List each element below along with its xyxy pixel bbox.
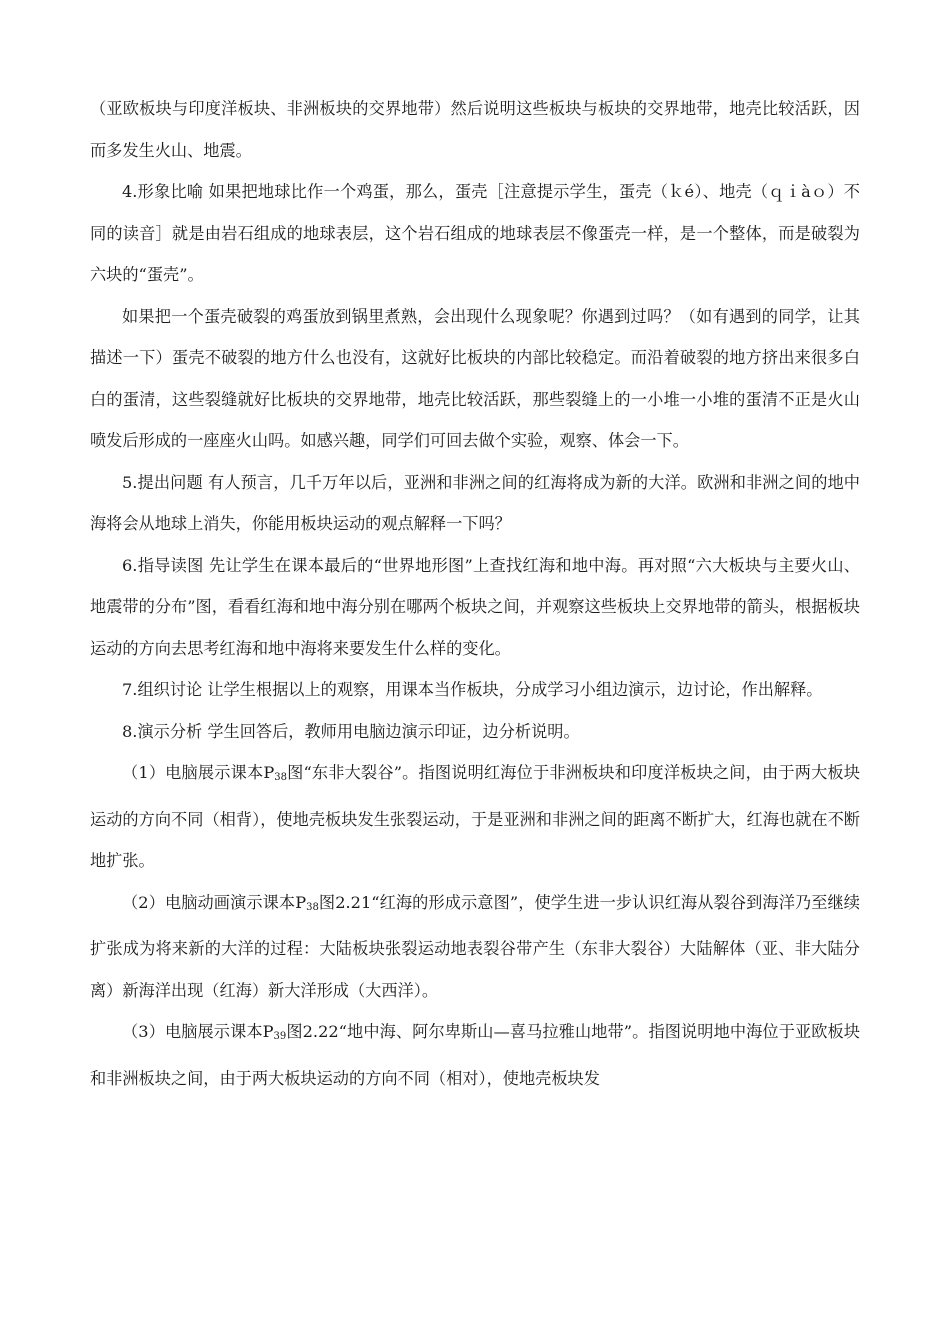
paragraph-text: 8.演示分析 学生回答后，教师用电脑边演示印证，边分析说明。 — [122, 721, 580, 741]
body-paragraph — [90, 1011, 860, 1099]
paragraph-text: （1）电脑展示课本P — [122, 763, 275, 782]
paragraph-text: 7.组织讨论 让学生根据以上的观察，用课本当作板块，分成学习小组边演示，边讨论，作出解释。 — [122, 680, 823, 699]
paragraph-text: 6.指导读图 先让学生在课本最后的“世界地形图”上查找红海和地中海。再对照“六大板块与主要火山、地震带的分布”图，看看红海和地中海分别在哪两个板块之间，并观察这些板块上交界地带的箭头，根据板块运动的方向去思考红海和地中海将来要发生什么样的变化。 — [90, 555, 860, 658]
page-number-subscript: 38 — [274, 772, 287, 783]
document-page — [90, 88, 860, 1099]
paragraph-text: （2）电脑动画演示课本P — [122, 892, 307, 912]
body-paragraph — [90, 882, 860, 1012]
paragraph-text: 如果把一个蛋壳破裂的鸡蛋放到锅里煮熟，会出现什么现象呢？你遇到过吗？（如有遇到的同学，让其描述一下）蛋壳不破裂的地方什么也没有，这就好比板块的内部比较稳定。而沿着破裂的地方挤出来很多白白的蛋清，这些裂缝就好比板块的交界地带，地壳比较活跃，那些裂缝上的一小堆一小堆的蛋清不正是火山喷发后形成的一座座火山吗。如感兴趣，同学们可回去做个实验，观察、体会一下。 — [90, 306, 860, 450]
body-paragraph — [90, 296, 860, 462]
paragraph-text: 图“东非大裂谷”。指图说明红海位于非洲板块和印度洋板块之间，由于两大板块运动的方向不同（相背），使地壳板块发生张裂运动，于是亚洲和非洲之间的距离不断扩大，红海也就在不断地扩张。 — [90, 763, 860, 870]
paragraph-text: 图2.21“红海的形成示意图”，使学生进一步认识红海从裂谷到海洋乃至继续扩张成为将来新的大洋的过程：大陆板块张裂运动地表裂谷带产生（东非大裂谷）大陆解体（亚、非大陆分离）新海洋出现（红海）新大洋形成（大西洋）。 — [90, 892, 860, 1000]
paragraph-text: （亚欧板块与印度洋板块、非洲板块的交界地带）然后说明这些板块与板块的交界地带，地壳比较活跃，因而多发生火山、地震。 — [90, 99, 860, 160]
body-paragraph — [90, 711, 860, 753]
body-paragraph — [90, 752, 860, 882]
page-number-subscript: 39 — [273, 1031, 287, 1042]
paragraph-text: 5.提出问题 有人预言，几千万年以后，亚洲和非洲之间的红海将成为新的大洋。欧洲和非洲之间的地中海将会从地球上消失，你能用板块运动的观点解释一下吗？ — [90, 472, 860, 533]
paragraph-text: 图2.22“地中海、阿尔卑斯山—喜马拉雅山地带”。指图说明地中海位于亚欧板块和非洲板块之间，由于两大板块运动的方向不同（相对），使地壳板块发 — [90, 1022, 860, 1088]
body-paragraph — [90, 88, 860, 171]
body-paragraph — [90, 545, 860, 670]
body-paragraph — [90, 462, 860, 545]
paragraph-text: （3）电脑展示课本P — [122, 1022, 274, 1041]
page-number-subscript: 38 — [306, 901, 319, 913]
body-paragraph — [90, 171, 860, 296]
paragraph-text: 4.形象比喻 如果把地球比作一个鸡蛋，那么，蛋壳［注意提示学生，蛋壳（ｋé）、地壳（ｑｉàｏ）不同的读音］就是由岩石组成的地球表层，这个岩石组成的地球表层不像蛋壳一样，是一个整体，而是破裂为六块的“蛋壳”。 — [90, 182, 860, 284]
body-paragraph — [90, 669, 860, 711]
